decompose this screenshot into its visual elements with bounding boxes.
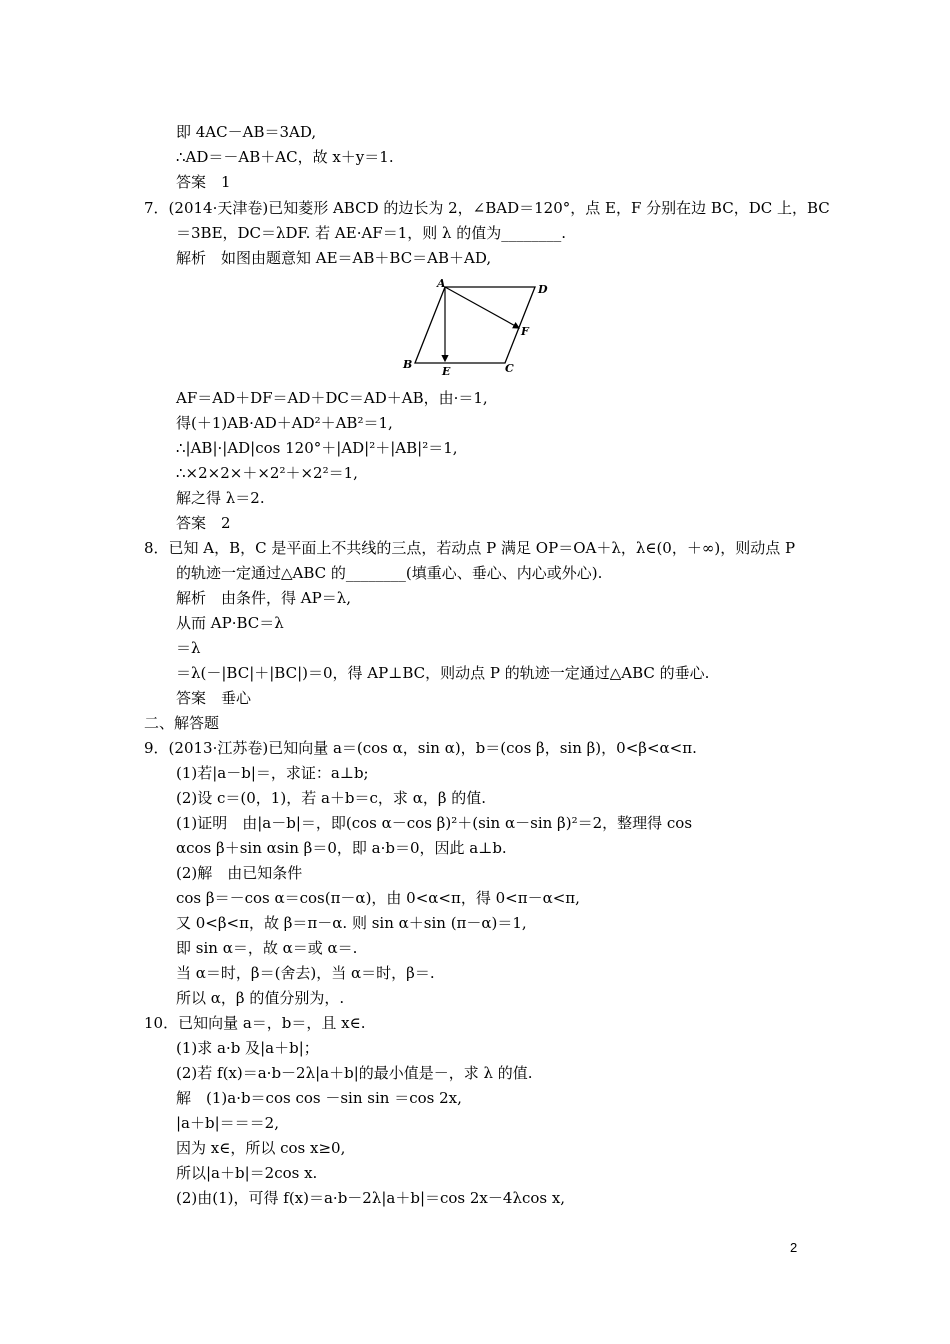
question-7: 7．(2014·天津卷)已知菱形 ABCD 的边长为 2，∠BAD＝120°，点 E，F 分别在边 BC，DC 上，BC [144,199,830,217]
text-line: (1)求 a·b 及|a＋b|； [176,1039,319,1057]
section-heading: 二、解答题 [144,714,220,732]
text-line: 所以 α，β 的值分别为，. [176,989,345,1007]
text-line: 又 0<β<π，故 β＝π－α. 则 sin α＋sin (π－α)＝1, [176,914,527,932]
text-line: 答案 垂心 [176,689,252,707]
text-line: ∴|AB|·|AD|cos 120°＋|AD|²＋|AB|²＝1, [176,439,458,457]
text-line: 因为 x∈，所以 cos x≥0, [176,1139,346,1157]
label-d: D [538,283,548,296]
text-line: 解之得 λ＝2. [176,489,265,507]
question-10: 10．已知向量 a＝，b＝，且 x∈. [144,1014,366,1032]
page-number: 2 [790,1240,798,1255]
text-line: 答案 1 [176,173,231,191]
text-line: (2)由(1)，可得 f(x)＝a·b－2λ|a＋b|＝cos 2x－4λcos x, [176,1189,566,1207]
text-line: ∴×2×2×＋×2²＋×2²＝1, [176,464,358,482]
text-line: ＝3BE，DC＝λDF. 若 AE·AF＝1，则 λ 的值为________. [176,224,567,242]
text-line: |a＋b|＝＝＝2, [176,1114,279,1132]
text-line: 的轨迹一定通过△ABC 的________(填重心、垂心、内心或外心). [176,564,603,582]
question-8: 8．已知 A，B，C 是平面上不共线的三点，若动点 P 满足 OP＝OA＋λ，λ∈(0，＋∞)，则动点 P [144,539,796,557]
label-a: A [437,277,446,290]
text-line: (2)解 由已知条件 [176,864,303,882]
text-line: ＝λ(－|BC|＋|BC|)＝0，得 AP⊥BC，则动点 P 的轨迹一定通过△ABC 的垂心. [176,664,710,682]
text-line: ∴AD＝－AB＋AC，故 x＋y＝1. [176,148,394,166]
text-line: (2)若 f(x)＝a·b－2λ|a＋b|的最小值是－，求 λ 的值. [176,1064,533,1082]
text-line: cos β＝－cos α＝cos(π－α)，由 0<α<π，得 0<π－α<π, [176,889,580,907]
rhombus-figure [395,275,555,375]
vector-af [445,287,519,328]
text-line: (2)设 c＝(0，1)，若 a＋b＝c，求 α，β 的值. [176,789,487,807]
text-line: 得(＋1)AB·AD＋AD²＋AB²＝1, [176,414,393,432]
text-line: 答案 2 [176,514,231,532]
text-line: 解析 由条件，得 AP＝λ, [176,589,351,607]
text-line: 解 (1)a·b＝cos cos －sin sin ＝cos 2x, [176,1089,462,1107]
text-line: (1)若|a－b|＝，求证：a⊥b; [176,764,369,782]
text-line: 解析 如图由题意知 AE＝AB＋BC＝AB＋AD, [176,249,492,267]
label-f: F [521,325,529,338]
text-line: (1)证明 由|a－b|＝，即(cos α－cos β)²＋(sin α－sin β)²＝2，整理得 cos [176,814,693,832]
label-c: C [505,362,514,375]
text-line: 当 α＝时，β＝(舍去)，当 α＝时，β＝. [176,964,435,982]
text-line: 即 4AC－AB＝3AD, [176,123,317,141]
text-line: 所以|a＋b|＝2cos x. [176,1164,318,1182]
text-line: AF＝AD＋DF＝AD＋DC＝AD＋AB，由·＝1, [176,389,488,407]
text-line: 从而 AP·BC＝λ [176,614,284,632]
rhombus-outline [415,287,535,363]
text-line: ＝λ [176,639,201,657]
label-b: B [403,358,413,371]
label-e: E [442,365,451,375]
text-line: αcos β＋sin αsin β＝0，即 a·b＝0，因此 a⊥b. [176,839,507,857]
text-line: 即 sin α＝，故 α＝或 α＝. [176,939,358,957]
question-9: 9．(2013·江苏卷)已知向量 a＝(cos α，sin α)，b＝(cos β，sin β)，0<β<α<π. [144,739,697,757]
